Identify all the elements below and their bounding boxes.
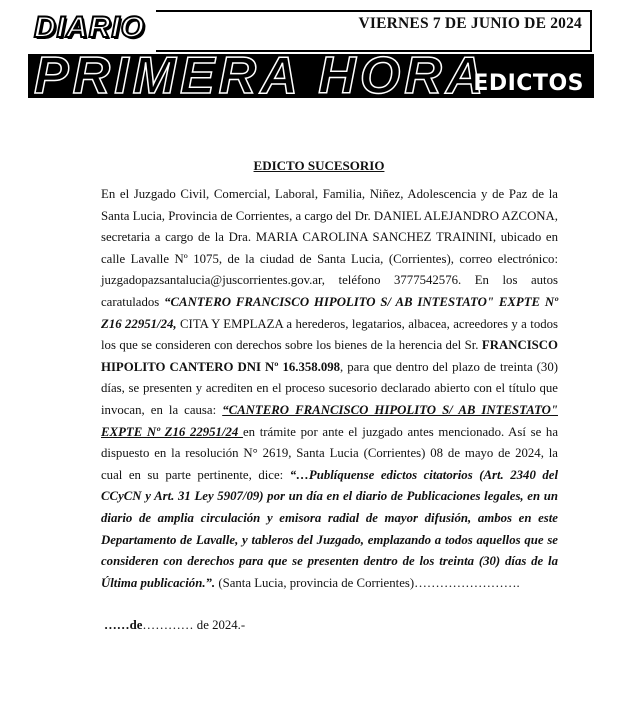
signoff-line: [104, 618, 245, 633]
edict-text-1: En el Juzgado Civil, Comercial, Laboral, Familia, Niñez, Adolescencia y de Paz de la Santa Lucia, Provincia de Corrientes, a cargo del Dr. DANIEL ALEJANDRO AZCONA, secretaria a cargo de la Dra. MARIA CAROLINA SANCHEZ TRAININI, ubicado en calle Lavalle Nº 1075, de la ciudad de Santa Lucia, (Corrientes), correo electrónico: juzgadopazsantalucia@juscorrientes.gov.ar, teléfono 3777542576. En los autos caratulados: [101, 187, 558, 309]
logo-primera-hora: PRIMERA HORA: [34, 47, 488, 105]
signoff-lead: ……de: [104, 618, 143, 632]
edict-text-4: en trámite por ante el juzgado antes mencionado. Así se ha dispuesto en la resolución N° 2619, Santa Lucia (Corrientes) 08 de mayo de 2024, la cual en su parte pertinente, dice:: [101, 424, 558, 482]
signoff-rest: ………… de 2024.-: [142, 618, 246, 632]
edict-text-2: CITA Y EMPLAZA a herederos, legatarios, albacea, acreedores y a todos los que se consideren con derechos sobre los bienes de la herencia del Sr.: [101, 316, 559, 353]
date-box: [156, 10, 592, 52]
logo-diario: DIARIO: [34, 11, 145, 44]
section-label: EDICTOS: [473, 71, 584, 96]
edict-text-5: (Santa Lucia, provincia de Corrientes)…………………….: [215, 575, 520, 590]
issue-date: VIERNES 7 DE JUNIO DE 2024: [358, 15, 582, 32]
edict-text-3: , para que dentro del plazo de treinta (30) días, se presenten y acrediten en el proceso sucesorio declarado abierto con el título que invocan, en la causa:: [101, 359, 558, 417]
resolution-quote: “…Publíquense edictos citatorios (Art. 2340 del CCyCN y Art. 31 Ley 5907/09) por un día en el diario de Publicaciones legales, en un diario de amplia circulación y emisora radial de mayor difusión, ambos en este Departamento de Lavalle, y tableros del Juzgado, emplazando a todos aquellos que se consideren con derechos para que se presenten dentro de los treinta (30) días de la Última publicación.”.: [101, 467, 559, 590]
case-reference-2: “CANTERO FRANCISCO HIPOLITO S/ AB INTESTATO" EXPTE Nº Z16 22951/24: [101, 402, 558, 439]
decedent-name: FRANCISCO HIPOLITO CANTERO DNI Nº 16.358.098: [101, 338, 558, 374]
masthead: [28, 10, 594, 105]
edict-title: EDICTO SUCESORIO: [253, 158, 385, 173]
case-reference-1: “CANTERO FRANCISCO HIPOLITO S/ AB INTESTATO" EXPTE Nº Z16 22951/24,: [101, 294, 558, 331]
edict-body: [101, 184, 558, 594]
